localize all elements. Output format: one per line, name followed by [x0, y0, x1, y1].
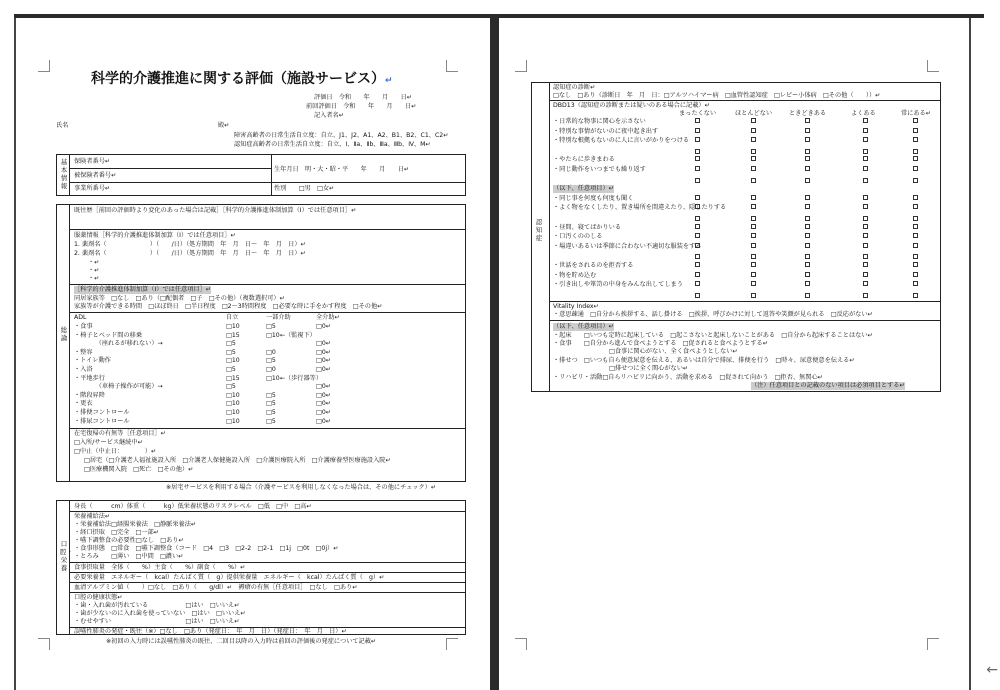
- dbd-checkbox[interactable]: [805, 216, 810, 221]
- dbd-item: ・場違いあるいは季節に合わない不適切な服装をする: [553, 242, 702, 250]
- adl-option: □10: [226, 391, 240, 399]
- dbd-checkbox[interactable]: [913, 224, 918, 229]
- adl-item: ・平地歩行: [74, 374, 105, 382]
- adl-option: □0↵: [316, 323, 331, 330]
- dbd-checkbox[interactable]: [695, 149, 700, 154]
- crop-mark: [38, 60, 50, 72]
- dbd-checkbox[interactable]: [695, 166, 700, 171]
- adl-item: ・整容: [74, 348, 93, 356]
- dbd-checkbox[interactable]: [863, 178, 868, 183]
- dbd-item: ・同じ動作をいつまでも繰り返す: [553, 166, 646, 173]
- name-label: 氏名: [56, 122, 69, 129]
- dbd-checkbox[interactable]: [913, 254, 918, 259]
- dbd-checkbox[interactable]: [751, 254, 756, 259]
- dbd-checkbox[interactable]: [863, 293, 868, 298]
- adl-item: ・排便コントロール: [74, 409, 130, 416]
- dbd-checkbox[interactable]: [805, 233, 810, 238]
- dbd-item: ・昼間、寝てばかりいる: [553, 223, 622, 231]
- adl-item: （車椅子操作が可能）→: [74, 383, 163, 391]
- adl-option: □10←（監視下）: [266, 331, 316, 339]
- dbd-checkbox[interactable]: [751, 243, 756, 248]
- adl-option: □0↵: [316, 409, 331, 416]
- dbd-checkbox[interactable]: [695, 137, 700, 142]
- dbd-item: ・口汚くののしる: [553, 233, 603, 241]
- adl-item: ・更衣: [74, 400, 93, 408]
- dbd-checkbox[interactable]: [863, 137, 868, 142]
- adl-option: □5: [226, 340, 236, 348]
- adl-option: □10: [226, 417, 240, 425]
- dbd-checkbox[interactable]: [805, 166, 810, 171]
- adl-option: □0↵: [316, 366, 331, 373]
- dbd-checkbox[interactable]: [805, 195, 810, 200]
- dbd-checkbox[interactable]: [805, 272, 810, 277]
- adl-option: □10: [226, 409, 240, 416]
- adl-option: □15: [226, 374, 240, 382]
- dbd-checkbox[interactable]: [695, 216, 700, 221]
- adl-option: □5: [226, 348, 236, 356]
- dbd-checkbox[interactable]: [695, 281, 700, 286]
- page-1: 科学的介護推進に関する評価（施設サービス）↵ 評価日 令和 年 月 日↵ 前回評価日 令和 年 月 日↵ 記入者名↵ 氏名 殿↵ 障害高齢者の日常生活自立度：自立、J1、J2、A1、A2、B1、B2、C1、C2↵ 認知症高齢者の日常生活自立度：自立、Ⅰ、Ⅱa、Ⅱb、Ⅲa、Ⅲb、Ⅳ、M↵ 基本情報 保険者番号↵ 被保険者番号↵ 事業所番号↵ 生年月日 明・大・昭・平 年 月 日↵ 性別 □男 □女↵ 総論 既往歴［前回の評価時より変化のあった場合は記載］［科学的介護推進体制加算（Ⅰ）では任意項目］↵ 服薬情報［科学的介護推進体制加算（Ⅰ）では任意項目］↵ 1. 薬剤名（ ）（ /日）（処方期間 年 月 日～ 年 月 日）↵ 2. 薬剤名（ ）（ /日）（処方期間 年 月 日～ 年 月 日）↵ ・↵ ・↵ ・↵ ［科学的介護推進体制加算（Ⅰ）では任意項目］↵ 同居家族等 □なし □あり（□配偶者 □子 □その他）（複数選択可）↵ 家族等が介護できる時間 □ほぼ終日 □半日程度 □2～3時間程度 □必要な時に手をかす程度 □その他↵ ADL 自立 一部介助 全介助↵ 在宅復帰の有無等［任意項目］↵ □入所/サービス継続中↵ □中止（中止日： ）↵ □居宅（□介護老人福祉施設入所 □介護老人保健施設入所 □介護医療院入所 □介護療養型医療施設入院↵ □医療機関入院 □死亡 □その他）↵ ※居宅サービスを利用する場合（介護サービスを利用しなくなった場合は、その他にチェック）↵ 口腔・栄養 身長（ cm）体重（ kg）低栄養状態のリスクレベル □低 □中 □高↵ 栄養補給法↵ ・栄養補給法□経腸栄養法 □静脈栄養法↵ ・経口摂取 □完全 □一部↵ ・嚥下調整食の必要性□なし □あり↵ ・食事形態 □常食 □嚥下調整食（コード □4 □3 □2-2 □2-1 □1j □0t □0j）↵ ・とろみ □薄い □中間 □濃い↵ 食事摂取量 全体（ %）主食（ %）副食（ %）↵ 必要栄養量 エネルギー（ kcal）たんぱく質（ g）提供栄養量 エネルギー（ kcal）たんぱく質（ g）↵ 血清アルブミン値（ ）□なし □あり（ g/dl）↵ 褥瘡の有無［任意項目］ □なし □あり↵ 口腔の健康状態↵ ・歯・入れ歯が汚れている □はい □いいえ↵ ・歯が少ないのに入れ歯を使っていない □はい □いいえ↵ ・むせやすい □はい □いいえ↵ 誤嚥性肺炎の発症・既往（※）□なし □あり（発症日： 年 月 日）（発症日： 年 月 日）↵ ※初回の入力時には誤嚥性肺炎の既往、二回目以降の入力時は前回の評価後の発症について記載↵ ・食事 □10 □5 □0↵ ・椅子とベッド間の移乗 □15 □10←（監視下） （座れるが移れない）→ □5 □0↵ ・整容 □5 □0 □0↵ ・トイレ動作 □10 □5 □0↵ ・入浴 □5 □0 □0↵ ・平地歩行 □15 □10←（歩行器等） （車椅子操作が可能）→ □5 □0↵ ・階段昇降 □10 □5 □0↵ ・更衣 □10 □5 □0↵ ・排便コントロール □10 □5 □0↵ ・排尿コントロール □10 □5 □0↵: [14, 18, 490, 690]
- adl-option: □10: [226, 357, 240, 365]
- adl-option: □5: [226, 366, 236, 373]
- dbd-checkbox[interactable]: [695, 272, 700, 277]
- dbd-checkbox[interactable]: [695, 128, 700, 133]
- adl-option: □0↵: [316, 400, 331, 408]
- dbd-checkbox[interactable]: [863, 149, 868, 154]
- recorder: 記入者名↵: [314, 112, 344, 119]
- dbd-item: （以下、任意項目）↵: [553, 185, 614, 193]
- dbd-checkbox[interactable]: [863, 224, 868, 229]
- dbd-checkbox[interactable]: [805, 281, 810, 286]
- adl-option: □10←（歩行器等）: [266, 374, 323, 382]
- dbd-checkbox[interactable]: [751, 178, 756, 183]
- dbd-checkbox[interactable]: [863, 243, 868, 248]
- dbd-checkbox[interactable]: [751, 204, 756, 209]
- adl-option: □5: [266, 400, 276, 408]
- dbd-checkbox[interactable]: [913, 166, 918, 171]
- dbd-checkbox[interactable]: [695, 156, 700, 161]
- dbd-checkbox[interactable]: [805, 224, 810, 229]
- basic-info-box: [56, 154, 466, 196]
- dbd-checkbox[interactable]: [913, 262, 918, 267]
- adl-item: ・椅子とベッド間の移乗: [74, 331, 143, 339]
- adl-item: ・食事: [74, 323, 93, 330]
- arrow-left-icon[interactable]: ←: [986, 662, 998, 678]
- footnote-1: ※初回の入力時には誤嚥性肺炎の既往、二回目以降の入力時は前回の評価後の発症について記載↵: [106, 638, 377, 645]
- dbd-checkbox[interactable]: [751, 118, 756, 123]
- dbd-checkbox[interactable]: [695, 293, 700, 298]
- birth-date: 生年月日 明・大・昭・平 年 月 日↵: [274, 166, 410, 173]
- dbd-checkbox[interactable]: [751, 216, 756, 221]
- dbd-checkbox[interactable]: [695, 178, 700, 183]
- meds-header: 服薬情報［科学的介護推進体制加算（Ⅰ）では任意項目］↵: [74, 232, 236, 239]
- form-title: 科学的介護推進に関する評価（施設サービス）↵: [91, 71, 393, 87]
- dbd-checkbox[interactable]: [751, 166, 756, 171]
- dbd-checkbox[interactable]: [913, 195, 918, 200]
- dbd-checkbox[interactable]: [695, 204, 700, 209]
- dbd-checkbox[interactable]: [805, 293, 810, 298]
- dbd-checkbox[interactable]: [863, 195, 868, 200]
- dbd-checkbox[interactable]: [751, 262, 756, 267]
- adl-option: □5: [266, 409, 276, 416]
- adl-option: □15: [226, 331, 240, 339]
- dbd-checkbox[interactable]: [805, 118, 810, 123]
- optional-tag: ［科学的介護推進体制加算（Ⅰ）では任意項目］↵: [74, 286, 211, 293]
- home-return: 在宅復帰の有無等［任意項目］↵: [74, 430, 166, 437]
- footnote-2: （注）任意項目との記載のない項目は必須項目とする↵: [751, 382, 905, 389]
- dbd-checkbox[interactable]: [913, 118, 918, 123]
- adl-option: □5: [266, 323, 276, 330]
- dbd-checkbox[interactable]: [863, 281, 868, 286]
- dbd-checkbox[interactable]: [751, 156, 756, 161]
- dbd-checkbox[interactable]: [695, 195, 700, 200]
- dbd-checkbox[interactable]: [695, 118, 700, 123]
- dbd-checkbox[interactable]: [805, 204, 810, 209]
- dbd-checkbox[interactable]: [751, 128, 756, 133]
- dbd-checkbox[interactable]: [913, 137, 918, 142]
- home-service-note: ※居宅サービスを利用する場合（介護サービスを利用しなくなった場合は、その他にチェック）↵: [166, 484, 437, 491]
- adl-item: ・排尿コントロール: [74, 417, 130, 425]
- dbd-checkbox[interactable]: [863, 216, 868, 221]
- name-honorific: 殿↵: [218, 122, 230, 129]
- dbd-checkbox[interactable]: [751, 281, 756, 286]
- adl-option: □0↵: [316, 417, 331, 425]
- dbd-checkbox[interactable]: [913, 233, 918, 238]
- dbd-checkbox[interactable]: [695, 243, 700, 248]
- dbd-checkbox[interactable]: [913, 149, 918, 154]
- dementia-label: 認知症: [535, 218, 543, 242]
- adl-option: □0↵: [316, 348, 331, 356]
- page-2: 認知症 認知症の診断↵ □なし □あり（診断日 年 月 日：□アルツハイマー病 □血管性認知症 □レビー小体病 □その他（ ））↵ DBD13（認知症の診断または疑いのある場合に記載）↵ まったくない ほとんどない ときどきある よくある 常にある↵ Vitality Index↵ ・意思疎通 □自分から挨拶する、話し掛ける □挨拶、呼びかけに対して返答や笑顔が見られる □反応がない↵ （以下、任意項目）↵ ・起床 □いつも定時に起床している □起こさないと起床しないことがある □自分から起床することはない↵ ・食事 □自分から進んで食べようとする □促されると食べようとする↵ □食事に関心がない、全く食べようとしない↵ ・排せつ □いつも自ら便意尿意を伝える、あるいは自分で排尿、排便を行う □時々、尿意便意を伝える↵ □排せつに全く関心がない↵ ・リハビリ・活動□自らリハビリに向かう、活動を求める □促されて向かう □拒否、無関心↵ （注）任意項目との記載のない項目は必須項目とする↵ ・日常的な物事に関心を示さない ・特別な事情がないのに夜中起き出す ・特別な根拠もないのに人に言いがかりをつける ・やたらに歩きまわる ・同じ動作をいつまでも繰り返す （以下、任意項目）↵ ・同じ事を何度も何度も聞く ・よく物をなくしたり、置き場所を間違えたり、隠したりする ・昼間、寝てばかりいる ・口汚くののしる ・場違いあるいは季節に合わない不適切な服装をする ・世話をされるのを拒否する ・物を貯め込む ・引き出しや箪笥の中身をみんな出してしまう: [499, 18, 971, 690]
- dbd-item: ・やたらに歩きまわる: [553, 156, 615, 164]
- prev-eval-date: 前回評価日 令和 年 月 日↵: [306, 103, 417, 110]
- history-row: 既往歴［前回の評価時より変化のあった場合は記載］［科学的介護推進体制加算（Ⅰ）では任意項目］↵: [74, 207, 357, 214]
- dbd-checkbox[interactable]: [913, 281, 918, 286]
- dbd-checkbox[interactable]: [863, 128, 868, 133]
- dbd-checkbox[interactable]: [751, 224, 756, 229]
- dbd-checkbox[interactable]: [863, 166, 868, 171]
- adl-option: □0↵: [316, 391, 331, 399]
- dbd-item: ・同じ事を何度も何度も聞く: [553, 194, 634, 202]
- dbd-checkbox[interactable]: [913, 128, 918, 133]
- dbd-item: ・物を貯め込む: [553, 271, 597, 279]
- dbd-checkbox[interactable]: [695, 254, 700, 259]
- dbd-checkbox[interactable]: [913, 216, 918, 221]
- adl-option: □0: [266, 348, 276, 356]
- adl-item: （座れるが移れない）→: [74, 340, 163, 348]
- crop-mark: [446, 60, 458, 72]
- dbd-checkbox[interactable]: [751, 272, 756, 277]
- adl-item: ・トイレ動作: [74, 357, 111, 365]
- office-no: 事業所番号↵: [74, 185, 111, 192]
- adl-option: □0↵: [316, 383, 331, 391]
- adl-option: □5: [266, 357, 276, 365]
- dbd-checkbox[interactable]: [695, 224, 700, 229]
- dbd-item: ・日常的な物事に関心を示さない: [553, 118, 646, 125]
- insurer-no: 被保険者番号↵: [74, 172, 117, 179]
- dbd-checkbox[interactable]: [913, 204, 918, 209]
- dbd-checkbox[interactable]: [805, 149, 810, 154]
- crop-mark: [446, 638, 458, 650]
- dbd-checkbox[interactable]: [913, 243, 918, 248]
- med-2: 2. 薬剤名（ ）（ /日）（処方期間 年 月 日～ 年 月 日）↵: [74, 250, 306, 257]
- adl-label: ADL: [74, 314, 87, 321]
- dbd-checkbox[interactable]: [863, 262, 868, 267]
- dbd-item: ・世話をされるのを拒否する: [553, 262, 634, 269]
- eval-date: 評価日 令和 年 月 日↵: [314, 94, 412, 101]
- dbd-checkbox[interactable]: [805, 178, 810, 183]
- dbd-checkbox[interactable]: [863, 233, 868, 238]
- dbd-checkbox[interactable]: [863, 118, 868, 123]
- med-1: 1. 薬剤名（ ）（ /日）（処方期間 年 月 日～ 年 月 日）↵: [74, 241, 306, 248]
- adl-option: □0↵: [316, 340, 331, 348]
- body-row: 身長（ cm）体重（ kg）低栄養状態のリスクレベル □低 □中 □高↵: [74, 503, 312, 510]
- dbd-checkbox[interactable]: [913, 272, 918, 277]
- dbd-item: ・特別な事情がないのに夜中起き出す: [553, 127, 659, 135]
- dbd-checkbox[interactable]: [695, 262, 700, 267]
- basic-info-label: 基本情報: [60, 158, 68, 190]
- dbd-checkbox[interactable]: [751, 293, 756, 298]
- dbd-checkbox[interactable]: [805, 128, 810, 133]
- dbd-checkbox[interactable]: [751, 233, 756, 238]
- dbd-checkbox[interactable]: [805, 137, 810, 142]
- crop-mark: [38, 638, 50, 650]
- dbd-checkbox[interactable]: [751, 195, 756, 200]
- oral-nutrition-label: 口腔・栄養: [60, 540, 73, 572]
- sex: 性別 □男 □女↵: [274, 185, 335, 192]
- family-row: 同居家族等 □なし □あり（□配偶者 □子 □その他）（複数選択可）↵: [74, 295, 285, 302]
- dbd-checkbox[interactable]: [913, 156, 918, 161]
- dbd-item: ・引き出しや箪笥の中身をみんな出してしまう: [553, 281, 683, 289]
- dbd-checkbox[interactable]: [863, 254, 868, 259]
- adl-option: □0↵: [316, 357, 331, 365]
- dbd-checkbox[interactable]: [695, 233, 700, 238]
- dbd-checkbox[interactable]: [751, 137, 756, 142]
- dbd-checkbox[interactable]: [913, 178, 918, 183]
- adl-option: □10: [226, 400, 240, 408]
- adl-item: ・階段昇降: [74, 391, 105, 399]
- dbd-checkbox[interactable]: [913, 293, 918, 298]
- dbd-checkbox[interactable]: [805, 243, 810, 248]
- adl-item: ・入浴: [74, 366, 93, 373]
- adl-option: □5: [266, 417, 276, 425]
- family-time-row: 家族等が介護できる時間 □ほぼ終日 □半日程度 □2～3時間程度 □必要な時に手をかす程度 □その他↵: [74, 303, 383, 310]
- adl-option: □5: [226, 383, 236, 391]
- dementia-level: 認知症高齢者の日常生活自立度：自立、Ⅰ、Ⅱa、Ⅱb、Ⅲa、Ⅲb、Ⅳ、M↵: [234, 141, 431, 148]
- dbd-checkbox[interactable]: [751, 149, 756, 154]
- dbd-checkbox[interactable]: [805, 262, 810, 267]
- dbd-checkbox[interactable]: [863, 204, 868, 209]
- adl-option: □0: [266, 366, 276, 373]
- general-label: 総論: [60, 326, 68, 342]
- dbd-checkbox[interactable]: [805, 156, 810, 161]
- adl-option: □5: [266, 391, 276, 399]
- adl-option: □10: [226, 323, 240, 330]
- dbd-item: ・特別な根拠もないのに人に言いがかりをつける: [553, 137, 690, 145]
- dbd-item: ・よく物をなくしたり、置き場所を間違えたり、隠したりする: [553, 204, 727, 212]
- insured-no: 保険者番号↵: [74, 158, 111, 165]
- disability-level: 障害高齢者の日常生活自立度：自立、J1、J2、A1、A2、B1、B2、C1、C2↵: [234, 132, 449, 139]
- dbd-checkbox[interactable]: [863, 156, 868, 161]
- dbd-checkbox[interactable]: [863, 272, 868, 277]
- page-separator: [490, 14, 499, 690]
- dbd-checkbox[interactable]: [805, 254, 810, 259]
